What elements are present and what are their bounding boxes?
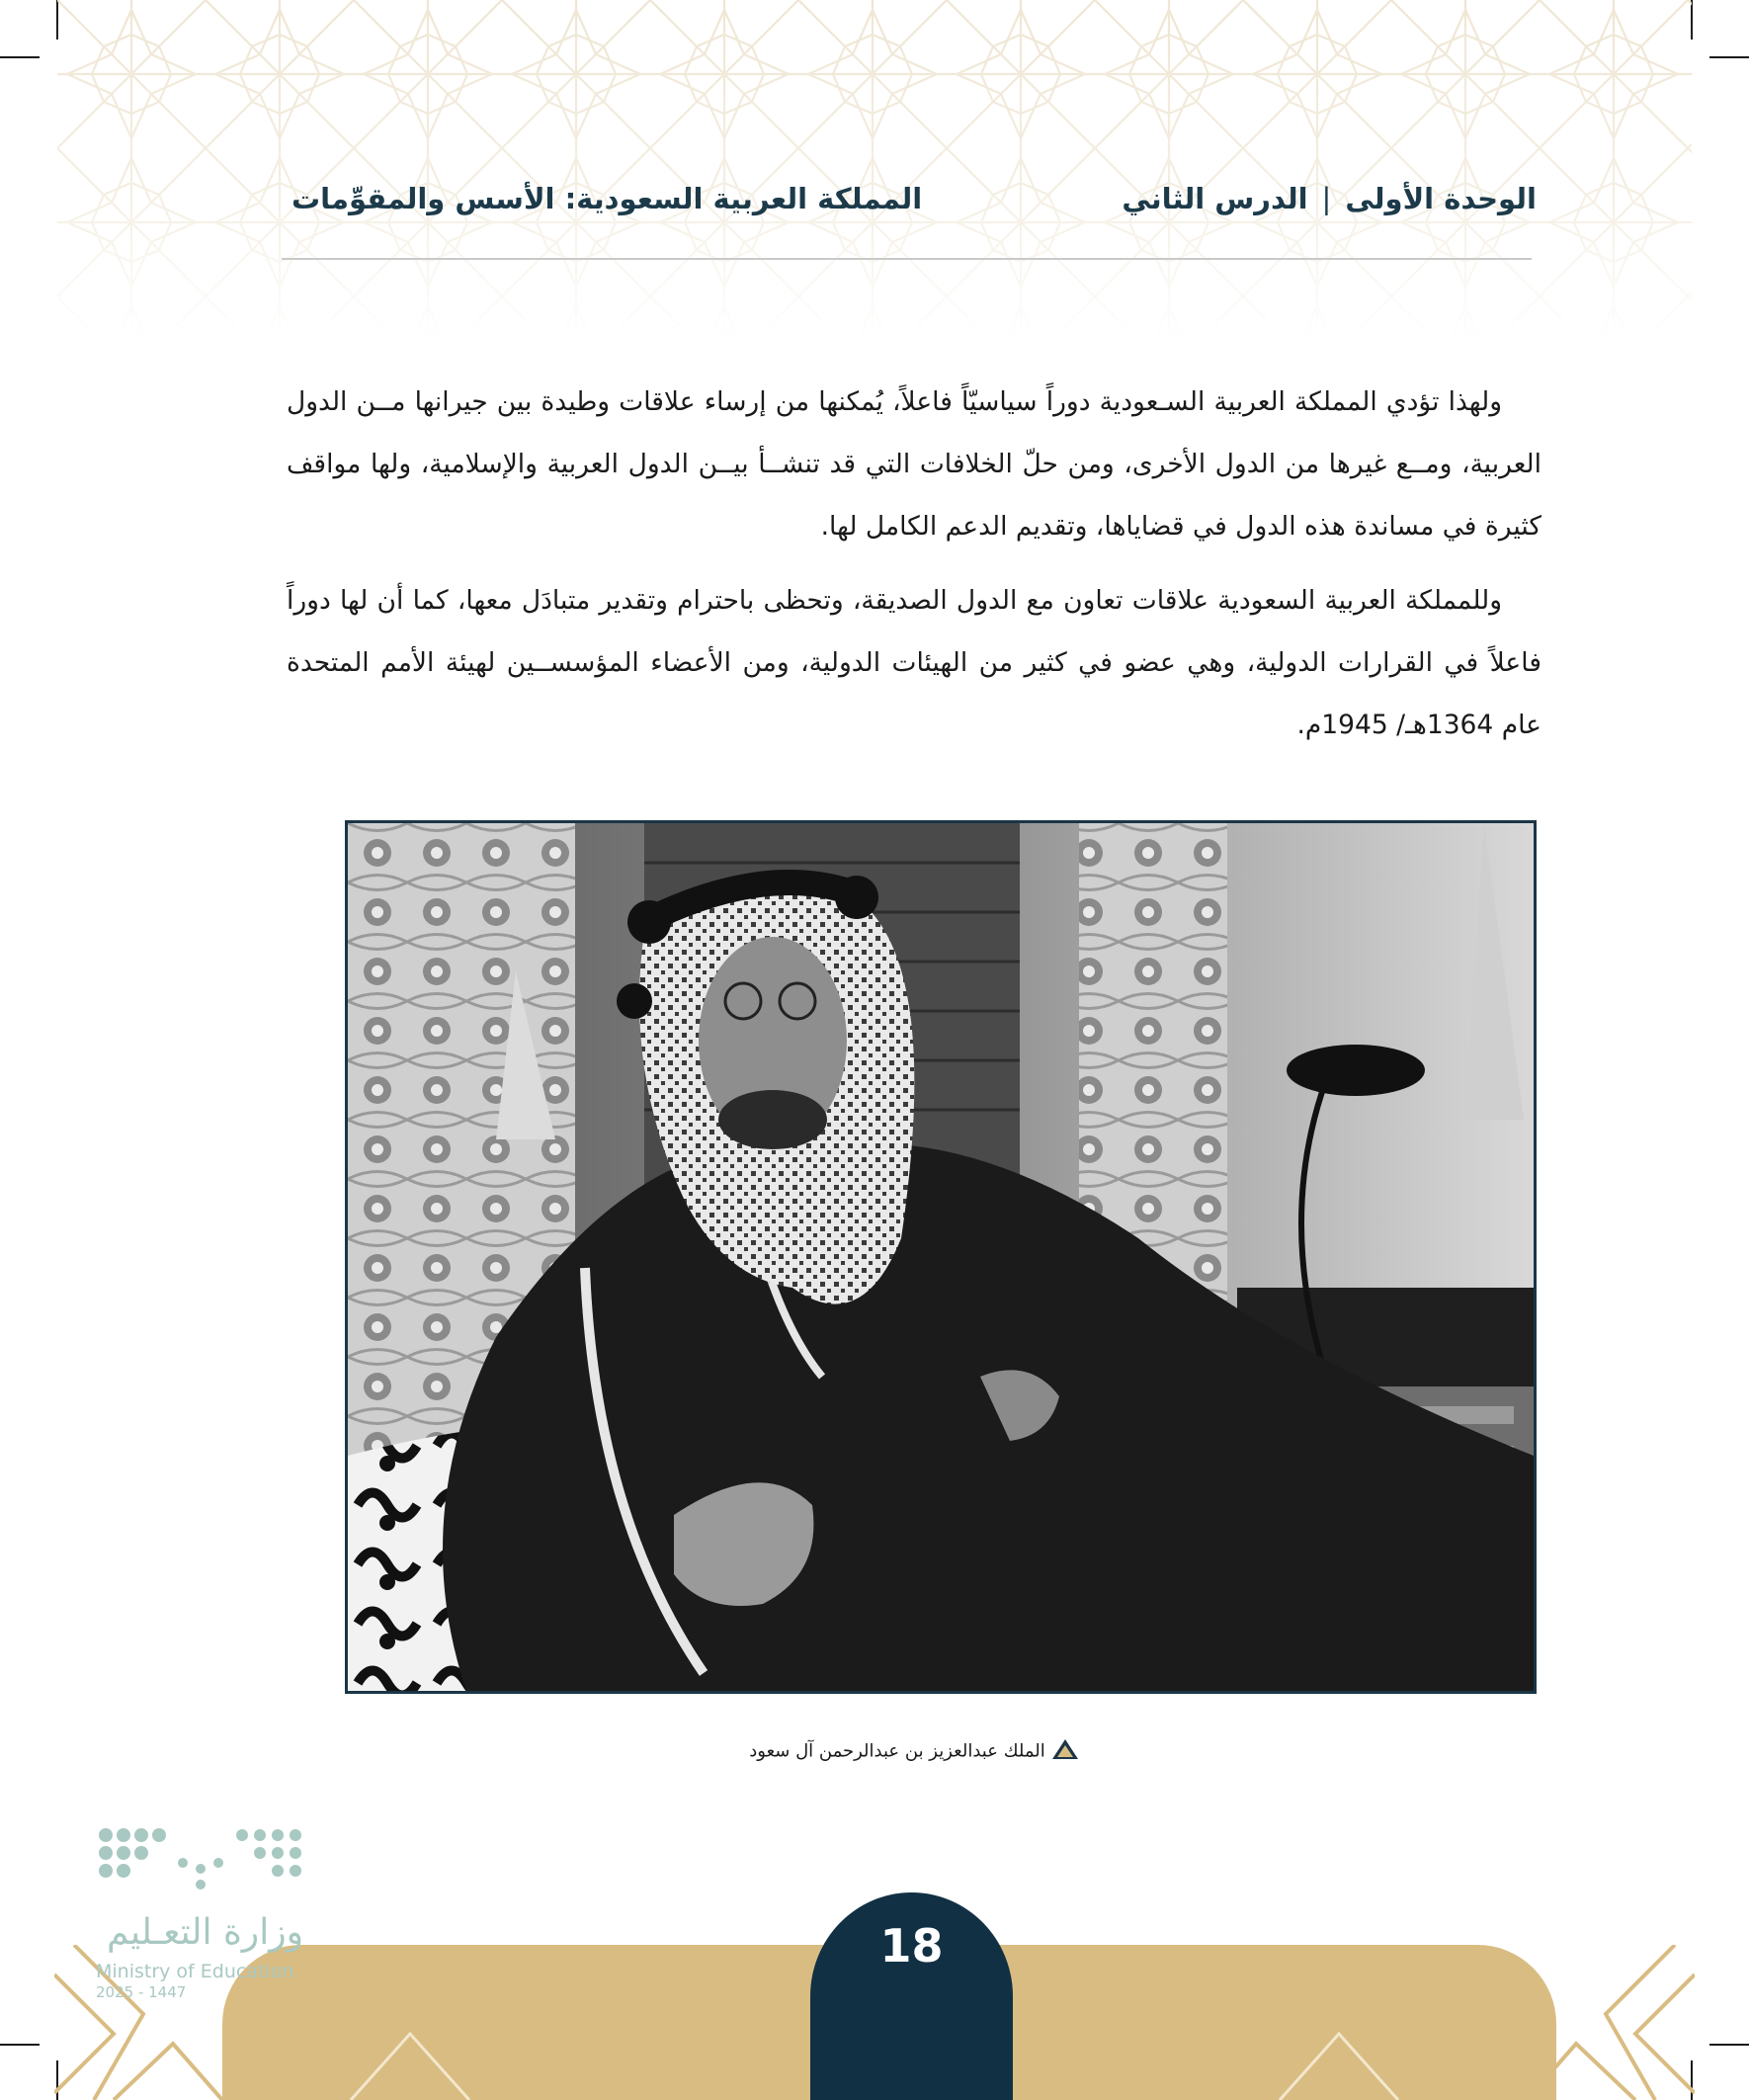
king-photo: [345, 820, 1537, 1694]
unit-lesson: [1122, 182, 1537, 215]
paragraph: وللمملكة العربية السعودية علاقات تعاون مع الدول الصديقة، وتحظى باحترام وتقدير متبادَل معها، كما أن لها دوراً فاعلاً في القرارات الدولية، وهي عضو في كثير من الهيئات الدولية، ومن الأعضاء المؤسســين لهيئة الأمم المتحدة عام 1364هـ/ 1945م.: [287, 585, 1541, 740]
header-pattern: [57, 0, 1692, 341]
header-divider: [282, 258, 1532, 260]
paragraph: ولهذا تؤدي المملكة العربية السـعودية دوراً سياسيّاً فاعلاً، يُمكنها من إرساء علاقات وطيدة بين جيرانها مــن الدول العربية، ومــع غيرها من الدول الأخرى، ومن حلّ الخلافات التي قد تنشــأ بيــن الدول العربية والإسلامية، ولها مواقف كثيرة في مساندة هذه الدول في قضاياها، وتقديم الدعم الكامل لها.: [287, 386, 1541, 542]
triangle-marker-icon: [1051, 1737, 1079, 1766]
ministry-name-ar: وزارة التعـليم: [107, 1912, 303, 1953]
page-header: [292, 178, 1537, 227]
crop-mark: [1709, 56, 1749, 58]
crop-mark: [0, 56, 40, 58]
crop-mark: [0, 2044, 40, 2046]
header-separator: |: [1321, 182, 1332, 215]
caption-text: الملك عبدالعزيز بن عبدالرحمن آل سعود: [749, 1740, 1045, 1762]
unit-label: الوحدة الأولى: [1345, 182, 1537, 215]
body-text: [287, 371, 1541, 768]
page-number: 18: [879, 1919, 944, 1973]
lesson-label: الدرس الثاني: [1122, 182, 1308, 215]
lesson-title: المملكة العربية السعودية: الأسس والمقوِّمات: [292, 182, 923, 215]
ministry-name-en: Ministry of Education: [96, 1961, 294, 1982]
photo-caption: [692, 1737, 1136, 1766]
crop-mark: [1709, 2044, 1749, 2046]
ministry-year: 2025 - 1447: [96, 1983, 187, 2001]
photo-illustration: [348, 823, 1534, 1691]
